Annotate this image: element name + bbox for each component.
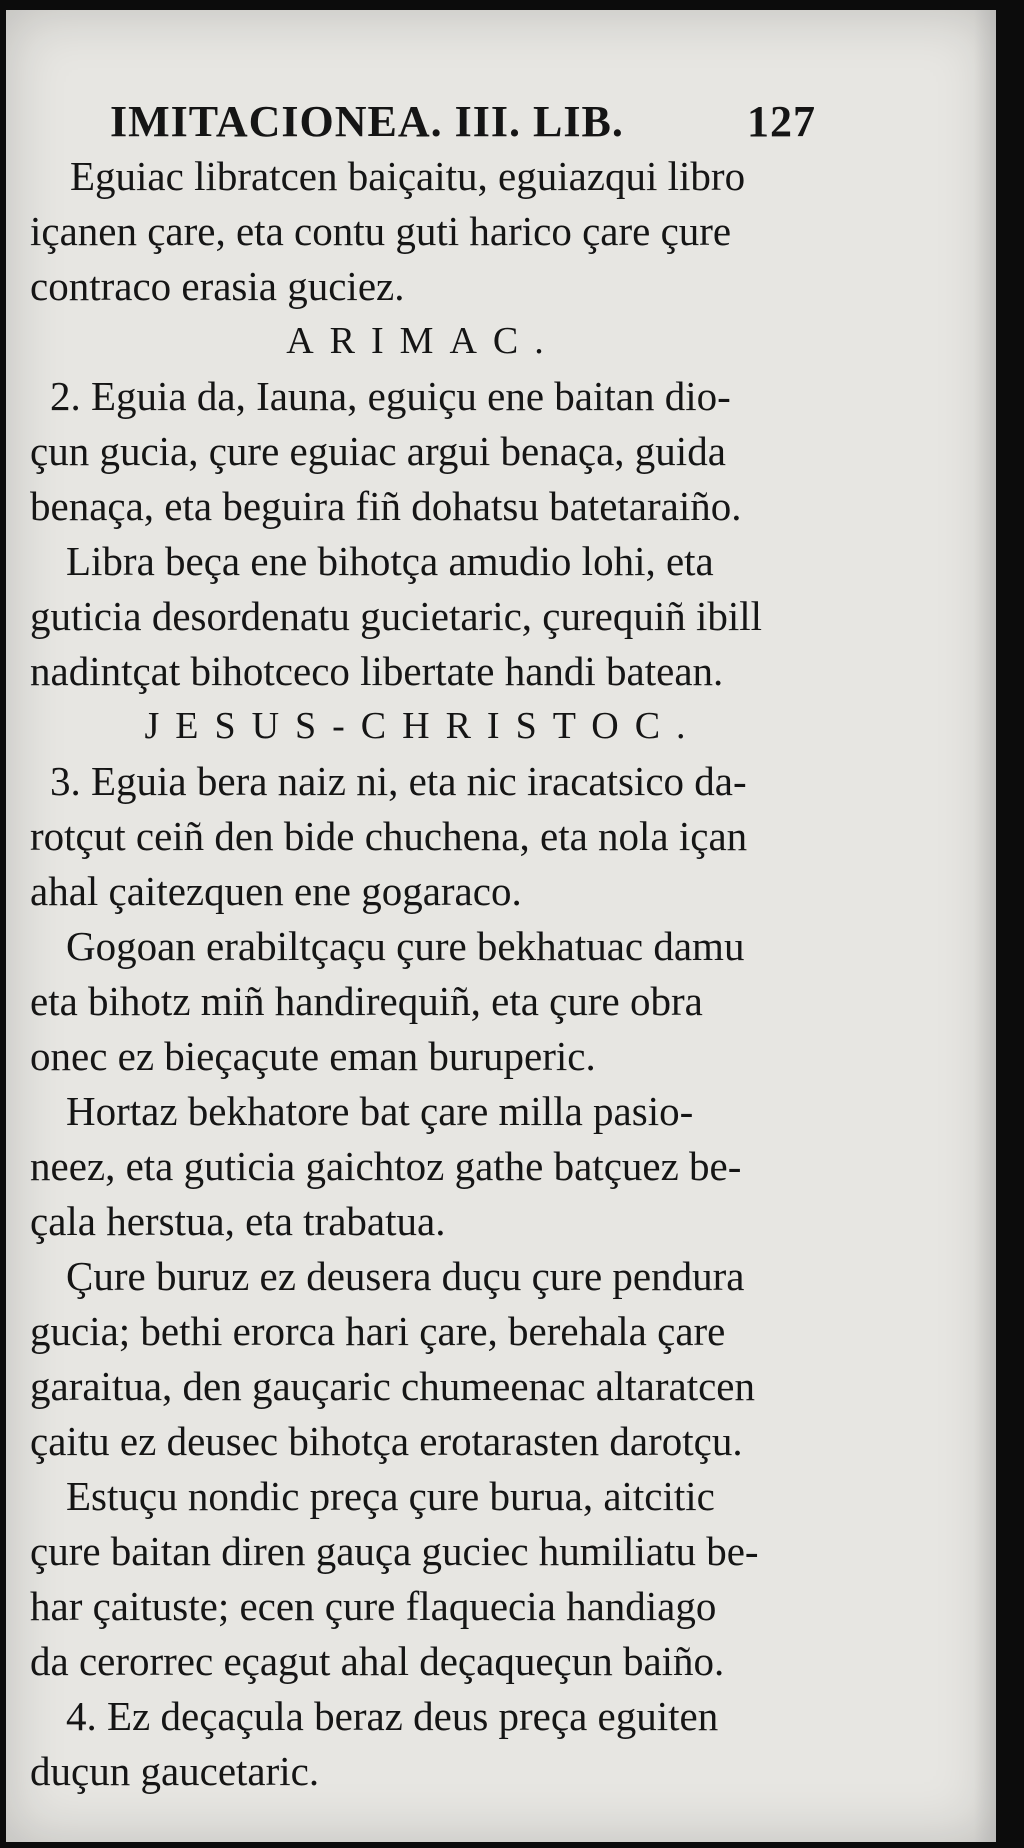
- text-line: eta bihotz miñ handirequiñ, eta çure obra: [30, 978, 703, 1024]
- speaker-heading: ARIMAC.: [286, 320, 560, 362]
- text-line: çala herstua, eta trabatua.: [30, 1198, 446, 1244]
- page-text: [30, 94, 816, 1799]
- text-line: onec ez bieçaçute eman buruperic.: [30, 1033, 596, 1079]
- running-header: [30, 94, 816, 149]
- text-line: 4. Ez deçaçula beraz deus preça eguiten: [66, 1693, 719, 1739]
- text-line: Libra beça ene bihotça amudio lohi, eta: [66, 538, 714, 584]
- text-line: har çaituste; ecen çure flaquecia handiago: [30, 1583, 717, 1629]
- text-line: garaitua, den gauçaric chumeenac altaratcen: [30, 1363, 756, 1409]
- text-line: çun gucia, çure eguiac argui benaça, guida: [30, 428, 726, 474]
- text-line: guticia desordenatu gucietaric, çurequiñ ibill: [30, 593, 763, 639]
- text-line: 3. Eguia bera naiz ni, eta nic iracatsico da-: [50, 758, 747, 804]
- speaker-heading: JESUS-CHRISTOC.: [144, 705, 702, 747]
- text-line: da cerorrec eçagut ahal deçaqueçun baiño.: [30, 1638, 725, 1684]
- text-line: benaça, eta beguira fiñ dohatsu batetaraiño.: [30, 483, 742, 529]
- text-line: Gogoan erabiltçaçu çure bekhatuac damu: [66, 923, 745, 969]
- text-line: Eguiac libratcen baiçaitu, eguiazqui libro: [70, 153, 746, 199]
- page-number: 127: [747, 97, 816, 146]
- text-line: duçun gaucetaric.: [30, 1748, 320, 1794]
- text-line: Çure buruz ez deusera duçu çure pendura: [66, 1253, 745, 1299]
- text-line: Hortaz bekhatore bat çare milla pasio-: [66, 1088, 694, 1134]
- text-line: Estuçu nondic preça çure burua, aitcitic: [66, 1473, 715, 1519]
- text-line: 2. Eguia da, Iauna, eguiçu ene baitan dio-: [50, 373, 731, 419]
- text-line: gucia; bethi erorca hari çare, berehala çare: [30, 1308, 726, 1354]
- book-page: [6, 10, 996, 1842]
- text-line: nadintçat bihotceco libertate handi batean.: [30, 648, 724, 694]
- text-line: contraco erasia guciez.: [30, 263, 405, 309]
- text-line: ahal çaitezquen ene gogaraco.: [30, 868, 522, 914]
- running-title: IMITACIONEA. III. LIB.: [110, 97, 624, 146]
- text-line: rotçut ceiñ den bide chuchena, eta nola içan: [30, 813, 748, 859]
- text-line: içanen çare, eta contu guti harico çare çure: [30, 208, 732, 254]
- text-line: çure baitan diren gauça guciec humiliatu be-: [30, 1528, 759, 1574]
- text-line: neez, eta guticia gaichtoz gathe batçuez be-: [30, 1143, 742, 1189]
- text-line: çaitu ez deusec bihotça erotarasten darotçu.: [30, 1418, 743, 1464]
